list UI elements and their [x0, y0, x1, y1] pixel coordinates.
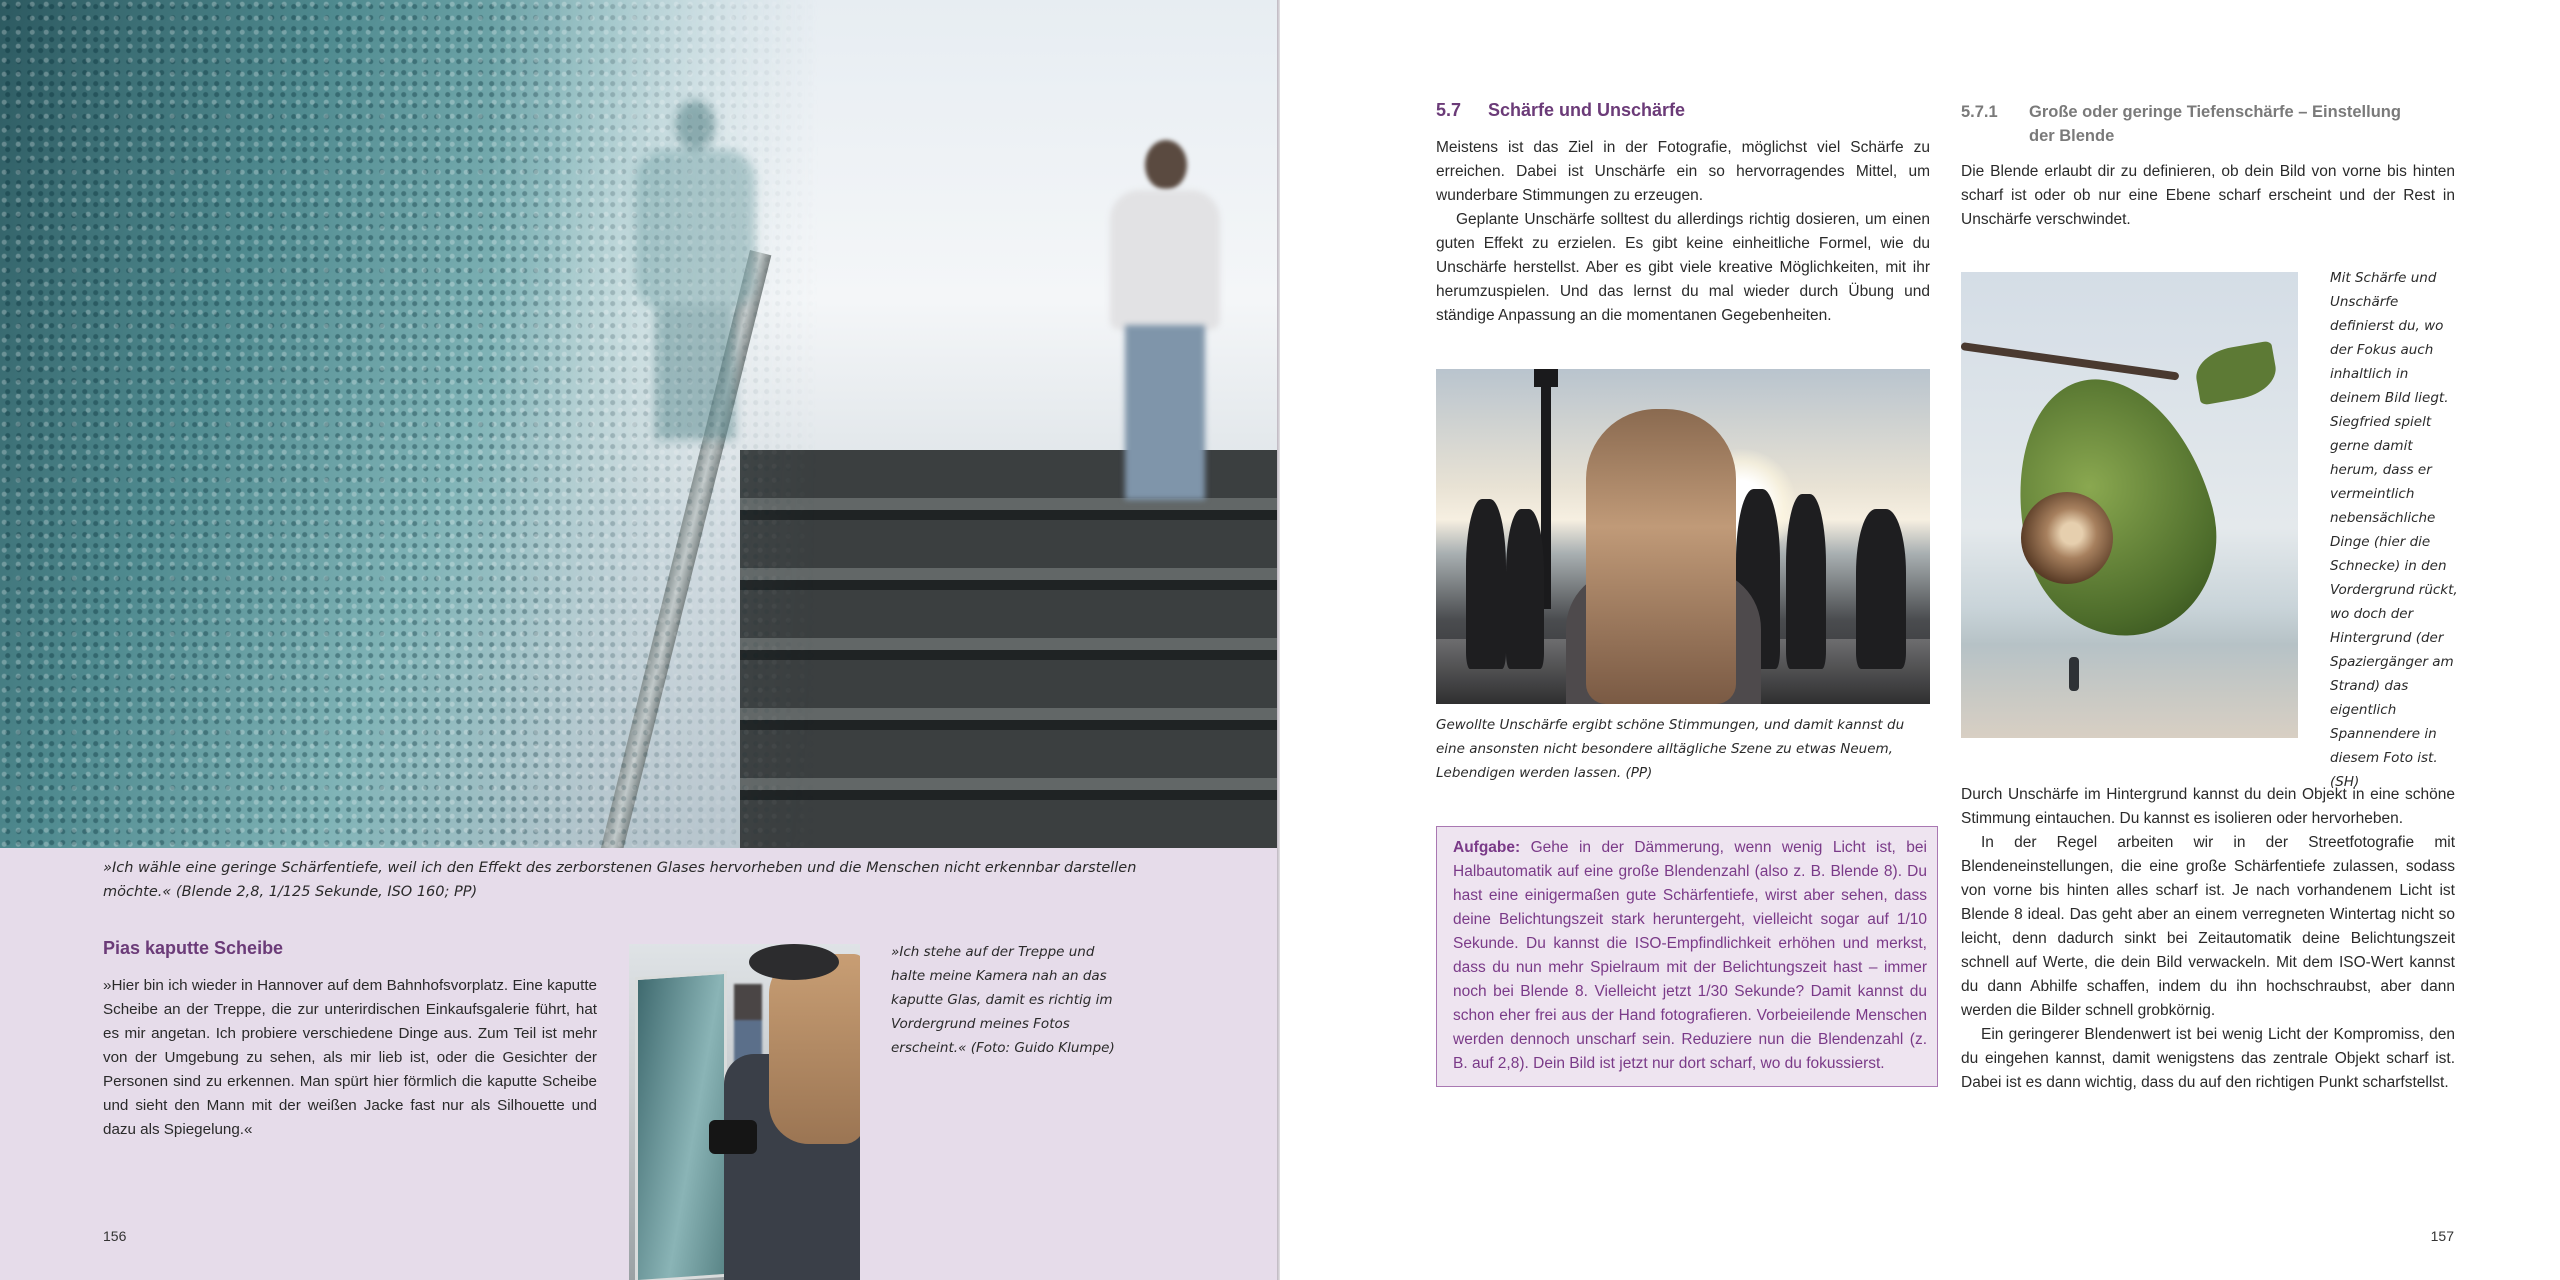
pia-heading: Pias kaputte Scheibe — [103, 938, 284, 958]
standing-man — [1090, 140, 1240, 500]
small-photo-caption: »Ich stehe auf der Treppe und halte meine Kamera nah an das kaputte Glas, damit es richtig im Vordergrund meines Fotos erscheint.« (Foto: Guido Klumpe) — [891, 944, 1115, 1056]
paragraph-5: Ein geringerer Blendenwert ist bei wenig Licht der Kompromiss, den du eingehen kannst, damit wenigstens das zentrale Objekt scharf ist. Dabei ist es dann wichtig, dass du auf den richtigen Punkt scharfstellst. — [1961, 1026, 2455, 1091]
subsection-heading — [1961, 100, 2431, 148]
shattered-glass — [0, 0, 820, 848]
paragraph-2: Geplante Unschärfe solltest du allerdings richtig dosieren, um einen guten Effekt zu erzielen. Es gibt keine einheitliche Formel, wie du Unschärfe herstellst. Aber es gibt viele kreative Möglichkeiten, mit ihr herumzuspielen. Und das lernst du mal wieder durch Übung und ständige Anpassung an die momentanen Gegebenheiten. — [1436, 211, 1930, 324]
section-number: 5.7 — [1436, 100, 1462, 120]
photographer-photo — [629, 944, 860, 1280]
section-title: Schärfe und Unschärfe — [1488, 100, 1686, 120]
stairs — [740, 450, 1278, 848]
blonde-woman — [1586, 409, 1736, 704]
camera-icon — [709, 1120, 757, 1154]
beach-photo-caption: Gewollte Unschärfe ergibt schöne Stimmungen, und damit kannst du eine ansonsten nicht besondere alltägliche Szene zu etwas Neuem, Lebendigen werden lassen. (PP) — [1436, 717, 1905, 781]
paragraph-4: In der Regel arbeiten wir in der Streetfotografie mit Blendeneinstellungen, die eine große Schärfentiefe zulassen, sodass von vorne bis hinten alles scharf ist. Je nach vorhandenem Licht ist Blende 8 ideal. Das geht aber an einem verregneten Wintertag nicht so leicht, denn dadurch sinkt bei Zeitautomatik deine Belichtungszeit schnell auf Werte, die dein Bild verwackeln. Mit dem ISO-Wert kannst du dann Abhilfe schaffen, indem du ihn hochschraubst, aber dann werden die Bilder schnell grobkörnig. — [1961, 834, 2455, 1019]
leaf-photo-caption: Mit Schärfe und Unschärfe definierst du, wo der Fokus auch inhaltlich in deinem Bild liegt. Siegfried spielt gerne damit herum, dass er vermeintlich nebensächliche Dinge (hier die Schnecke) in den Vordergrund rückt, wo doch der Hintergrund (der Spaziergänger am Strand) das eigentlich Spannendere in diesem Foto ist. (SH) — [2330, 270, 2458, 790]
left-page — [0, 0, 1278, 1280]
subsection-title: Große oder geringe Tiefenschärfe – Einstellung der Blende — [2029, 103, 2401, 145]
pia-quote-text: »Hier bin ich wieder in Hannover auf dem Bahnhofsvorplatz. Eine kaputte Scheibe an der Treppe, die zur unterirdischen Einkaufsgalerie führt, hat es mir angetan. Ich probiere verschiedene Dinge aus. Zum Teil ist mehr von der Umgebung zu sehen, als mir lieb ist, oder die Gesichter der Personen sind zu erkennen. Man spürt hier förmlich die kaputte Scheibe und sieht den Mann mit der weißen Jacke fast nur als Silhouette und dazu als Spiegelung.« — [103, 977, 597, 1138]
paragraph-1: Meistens ist das Ziel in der Fotografie, möglichst viel Schärfe zu erreichen. Dabei ist Unschärfe ein so hervorragendes Mittel, um wunderbare Stimmungen zu erzeugen. — [1436, 139, 1930, 204]
beach-promenade-photo — [1436, 369, 1930, 704]
section-body — [1436, 136, 1930, 328]
task-text: Gehe in der Dämmerung, wenn wenig Licht ist, bei Halbautomatik auf eine große Blendenzahl (also z. B. Blende 8). Du hast eine einigermaßen gute Schärfentiefe, wirst aber sehen, dass deine Belichtungszeit stark heruntergeht, vielleicht sogar auf 1/10 Sekunde. Du kannst die ISO-Empfindlichkeit erhöhen und merkst, dass du nun mehr Spielraum mit der Belichtungszeit hast – immer noch bei Blende 8. Vielleicht jetzt 1/30 Sekunde? Damit kannst du schon eher frei aus der Hand fotografieren. Vorbeieilende Menschen werden dennoch unscharf sein. Reduziere nun die Blendenzahl (z. B. auf 2,8). Dein Bild ist jetzt nur dort scharf, wo du fokussierst. — [1453, 839, 1927, 1072]
section-heading — [1436, 100, 1685, 121]
subsection-body — [1961, 783, 2455, 1095]
task-label: Aufgabe: — [1453, 839, 1521, 856]
beach-walker — [2069, 657, 2079, 691]
subsection-number: 5.7.1 — [1961, 103, 1998, 121]
snail-shell — [2021, 492, 2113, 584]
page-number-left: 156 — [103, 1228, 127, 1244]
broken-glass-photo — [0, 0, 1278, 848]
task-box — [1436, 826, 1938, 1087]
paragraph-3: Durch Unschärfe im Hintergrund kannst du dein Objekt in eine schöne Stimmung eintauchen. Du kannst es isolieren oder hervorheben. — [1961, 786, 2455, 827]
subsection-intro: Die Blende erlaubt dir zu definieren, ob dein Bild von vorne bis hinten scharf ist oder ob nur eine Ebene scharf erscheint und der Rest in Unschärfe verschwindet. — [1961, 163, 2455, 228]
snail-leaf-photo — [1961, 272, 2298, 738]
big-photo-caption: »Ich wähle eine geringe Schärfentiefe, weil ich den Effekt des zerborstenen Glases hervorheben und die Menschen nicht erkennbar darstellen möchte.« (Blende 2,8, 1/125 Sekunde, ISO 160; PP) — [103, 860, 1137, 900]
page-number-right: 157 — [2430, 1228, 2454, 1244]
